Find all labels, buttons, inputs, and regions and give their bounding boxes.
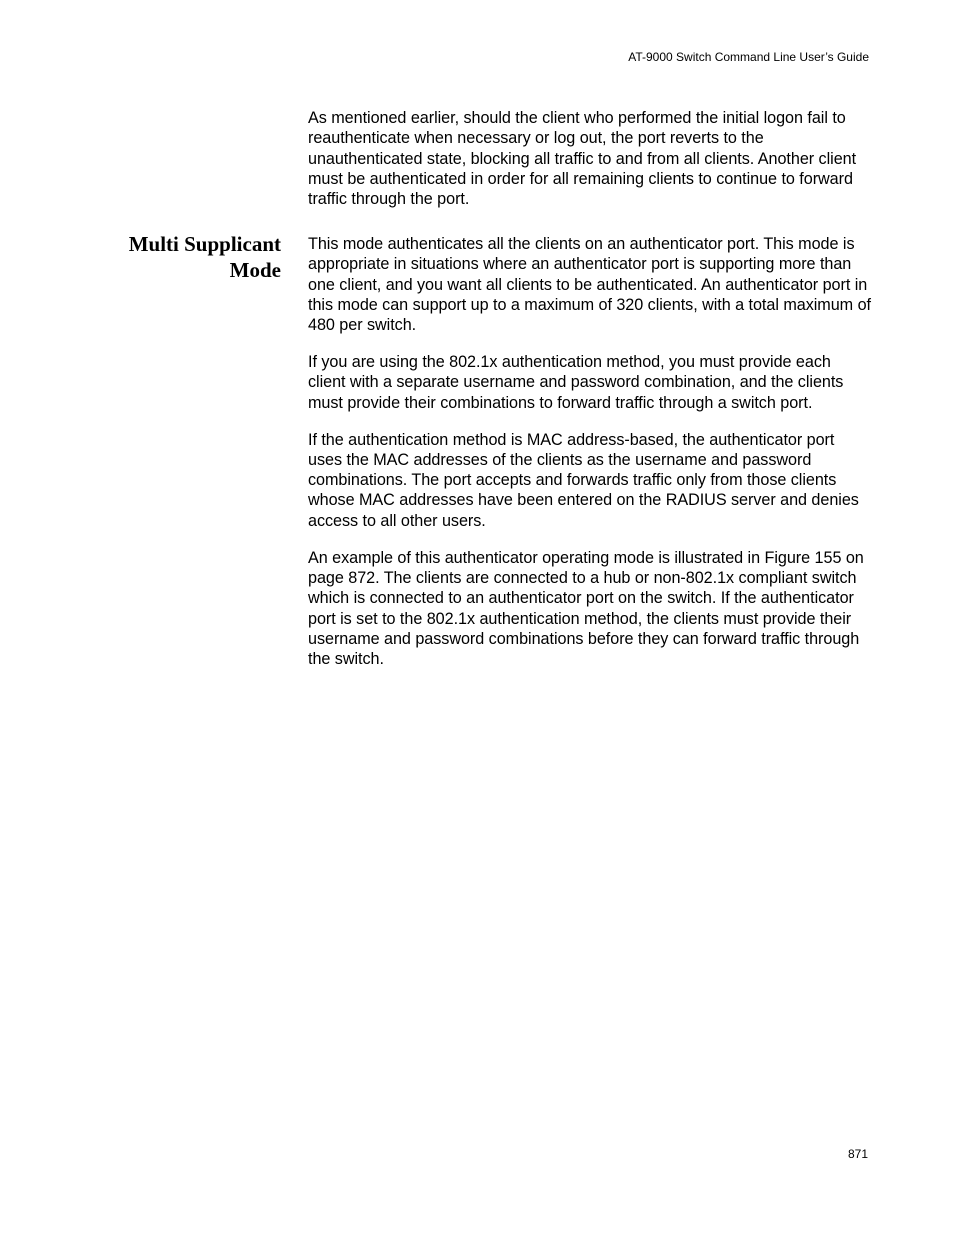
section-paragraph-2: If you are using the 802.1x authentication method, you must provide each client with a separate username and password combination, and the clients must provide their combinations to forward traffic through a switch port. [308,353,844,412]
running-header: AT-9000 Switch Command Line User’s Guide [628,50,869,64]
intro-paragraph: As mentioned earlier, should the client who performed the initial logon fail to reauthenticate when necessary or log out, the port reverts to the unauthenticated state, blocking all traffic to and from all clients. Another client must be authenticated in order for all remaining clients to continue to forward traffic through the port. [308,109,857,209]
intro-section [308,108,872,209]
section-paragraph-4: An example of this authenticator operating mode is illustrated in Figure 155 on page 872. The clients are connected to a hub or non-802.1x compliant switch which is connected to an authenticator port on the switch. If the authenticator port is set to the 802.1x authentication method, the clients must provide their username and password combinations before they can forward traffic through the switch. [308,548,864,669]
section-heading: Multi Supplicant Mode [128,232,281,282]
page-number: 871 [847,1147,868,1161]
section-body [308,234,872,669]
section-paragraph-1: This mode authenticates all the clients on an authenticator port. This mode is appropriate in situations where an authenticator port is supporting more than one client, and you want all clients to be authenticated. An authenticator port in this mode can support up to a maximum of 320 clients, with a total maximum of 480 per switch. [308,235,871,335]
section-paragraph-3: If the authentication method is MAC address-based, the authenticator port uses the MAC addresses of the clients as the username and password combinations. The port accepts and forwards traffic only from those clients whose MAC addresses have been entered on the RADIUS server and denies access to all other users. [308,430,859,530]
